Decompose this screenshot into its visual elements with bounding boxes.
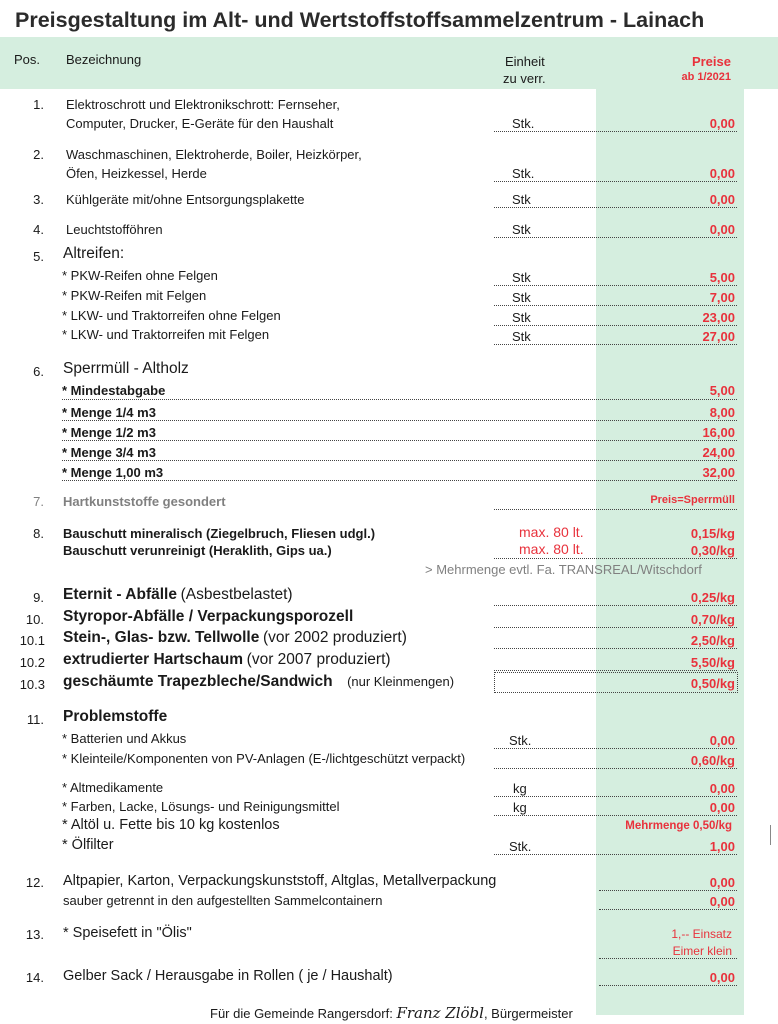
item-5-row-unit: Stk <box>512 290 531 305</box>
pos-4: 4. <box>33 222 44 237</box>
item-10-3-sub: (nur Kleinmengen) <box>347 674 455 689</box>
leader-line <box>494 768 737 769</box>
col-header-bezeichnung: Bezeichnung <box>66 52 142 67</box>
item-11-row-unit: Stk. <box>509 733 532 748</box>
pos-10-2: 10.2 <box>19 655 45 670</box>
pos-1: 1. <box>33 97 44 112</box>
col-header-preise-date: ab 1/2021 <box>681 71 731 83</box>
leader-line <box>494 325 737 326</box>
item-9-price: 0,25/kg <box>690 590 735 605</box>
item-12-line1: Altpapier, Karton, Verpackungskunststoff, Altglas, Metallverpackung <box>63 873 497 889</box>
item-6-row-label: * Menge 1/2 m3 <box>62 425 156 440</box>
item-5-row-unit: Stk <box>512 270 531 285</box>
item-11-row-label: * Altöl u. Fette bis 10 kg kostenlos <box>62 817 280 833</box>
pos-9: 9. <box>33 590 44 605</box>
item-14-label: Gelber Sack / Herausgabe in Rollen ( je / Haushalt) <box>63 968 393 984</box>
item-6-row-price: 16,00 <box>702 425 735 440</box>
leader-line <box>62 440 737 441</box>
pos-7: 7. <box>33 494 44 509</box>
footer <box>210 1004 573 1022</box>
item-10-2-label: extrudierter Hartschaum <box>63 651 244 668</box>
item-5-row-label: * PKW-Reifen mit Felgen <box>62 288 207 303</box>
item-11-row-unit: Stk. <box>509 839 532 854</box>
item-8-line2: Bauschutt verunreinigt (Heraklith, Gips ua.) <box>63 543 332 558</box>
item-13-price2: Eimer klein <box>672 944 732 958</box>
item-7-price: Preis=Sperrmüll <box>650 494 735 506</box>
item-7-label: Hartkunststoffe gesondert <box>63 494 226 509</box>
item-8-line2-unit: max. 80 lt. <box>519 541 584 557</box>
col-header-pos: Pos. <box>14 52 41 67</box>
item-11-row-label: * Ölfilter <box>62 837 114 853</box>
item-2-unit: Stk. <box>512 166 535 181</box>
leader-line <box>494 670 737 671</box>
pos-13: 13. <box>25 927 44 942</box>
signature: Franz Zlöbl <box>396 1004 484 1022</box>
item-11-row-label: * Farben, Lacke, Lösungs- und Reinigungsmittel <box>62 799 340 814</box>
item-1-price: 0,00 <box>709 116 735 131</box>
item-11-row-price: 1,00 <box>709 839 735 854</box>
item-1-unit: Stk. <box>512 116 535 131</box>
edge-mark <box>770 825 778 845</box>
item-9-label: Eternit - Abfälle <box>63 586 177 603</box>
item-1-line1: Elektroschrott und Elektronikschrott: Fernseher, <box>66 97 340 112</box>
leader-line <box>494 854 737 855</box>
pos-5: 5. <box>33 249 44 264</box>
item-14-price: 0,00 <box>709 970 735 985</box>
item-12-line2: sauber getrennt in den aufgestellten Sammelcontainern <box>63 893 383 908</box>
pos-11: 11. <box>26 712 44 727</box>
item-11-row-label: * Altmedikamente <box>62 780 164 795</box>
leader-line <box>599 958 737 959</box>
leader-line <box>62 420 737 421</box>
item-5-row-price: 27,00 <box>702 329 735 344</box>
leader-line <box>62 399 737 400</box>
item-10-3-label: geschäumte Trapezbleche/Sandwich <box>63 673 333 690</box>
item-6-row-label: * Menge 1,00 m3 <box>62 465 164 480</box>
item-5-row-price: 7,00 <box>709 290 735 305</box>
item-13-price1: 1,-- Einsatz <box>671 927 732 941</box>
leader-line <box>494 605 737 606</box>
leader-line <box>494 815 737 816</box>
item-4-unit: Stk <box>512 222 531 237</box>
item-4-price: 0,00 <box>709 222 735 237</box>
item-1-line2: Computer, Drucker, E-Geräte für den Haushalt <box>66 116 334 131</box>
item-5-row-label: * PKW-Reifen ohne Felgen <box>62 268 218 283</box>
item-11-row-unit: kg <box>513 781 527 796</box>
item-4-label: Leuchtstofföhren <box>66 222 163 237</box>
item-11-row-price: 0,00 <box>709 733 735 748</box>
item-8-line2-price: 0,30/kg <box>690 543 735 558</box>
item-6-row-label: * Mindestabgabe <box>62 383 166 398</box>
pos-3: 3. <box>33 192 44 207</box>
item-3-unit: Stk <box>512 192 531 207</box>
item-10-1-label: Stein-, Glas- bzw. Tellwolle <box>63 629 260 646</box>
leader-line <box>494 344 737 345</box>
item-10-3-price: 0,50/kg <box>690 676 735 691</box>
item-5-row-unit: Stk <box>512 329 531 344</box>
item-6-row-label: * Menge 1/4 m3 <box>62 405 156 420</box>
pos-10-1: 10.1 <box>19 633 45 648</box>
item-2-line2: Öfen, Heizkessel, Herde <box>66 166 207 181</box>
item-3-price: 0,00 <box>709 192 735 207</box>
leader-line <box>494 558 737 559</box>
item-10-2-price: 5,50/kg <box>690 655 735 670</box>
leader-line <box>494 305 737 306</box>
leader-line <box>494 285 737 286</box>
pos-12: 12. <box>25 875 44 890</box>
item-5-row-unit: Stk <box>512 310 531 325</box>
pos-2: 2. <box>33 147 44 162</box>
item-12-line1-price: 0,00 <box>709 875 735 890</box>
leader-line <box>494 237 737 238</box>
item-8-line1: Bauschutt mineralisch (Ziegelbruch, Fliesen udgl.) <box>63 526 376 541</box>
page-title: Preisgestaltung im Alt- und Wertstoffstoffsammelzentrum - Lainach <box>15 8 705 32</box>
item-2-price: 0,00 <box>709 166 735 181</box>
leader-line <box>494 181 737 182</box>
item-6-heading: Sperrmüll - Altholz <box>63 360 189 377</box>
item-10-1-price: 2,50/kg <box>690 633 735 648</box>
item-5-row-label: * LKW- und Traktorreifen ohne Felgen <box>62 308 281 323</box>
item-6-row-price: 5,00 <box>709 383 735 398</box>
leader-line <box>494 748 737 749</box>
pos-8: 8. <box>33 526 44 541</box>
item-13-label: * Speisefett in "Ölis" <box>63 925 192 941</box>
item-12-line2-price: 0,00 <box>709 894 735 909</box>
leader-line <box>62 480 737 481</box>
item-5-row-price: 5,00 <box>709 270 735 285</box>
item-10-price: 0,70/kg <box>690 612 735 627</box>
item-10-2-sub: (vor 2007 produziert) <box>246 651 391 668</box>
pos-10: 10. <box>25 612 44 627</box>
item-10-label: Styropor-Abfälle / Verpackungsporozell <box>63 608 354 625</box>
pos-6: 6. <box>33 364 44 379</box>
item-11-row-price: 0,60/kg <box>690 753 735 768</box>
leader-line <box>494 648 737 649</box>
item-11-row-price: Mehrmenge 0,50/kg <box>625 820 732 832</box>
item-9-sub: (Asbestbelastet) <box>180 586 293 603</box>
item-3-label: Kühlgeräte mit/ohne Entsorgungsplakette <box>66 192 305 207</box>
pos-14: 14. <box>25 970 44 985</box>
leader-line <box>62 460 737 461</box>
item-10-1-sub: (vor 2002 produziert) <box>263 629 407 646</box>
leader-line <box>494 207 737 208</box>
item-11-row-label: * Batterien und Akkus <box>62 731 187 746</box>
item-11-row-unit: kg <box>513 800 527 815</box>
item-5-row-price: 23,00 <box>702 310 735 325</box>
leader-line <box>494 627 737 628</box>
item-2-line1: Waschmaschinen, Elektroherde, Boiler, Heizkörper, <box>66 147 362 162</box>
leader-line <box>494 796 737 797</box>
col-header-einheit-sub: zu verr. <box>503 71 546 86</box>
leader-line <box>599 890 737 891</box>
item-11-row-label: * Kleinteile/Komponenten von PV-Anlagen (E-/lichtgeschützt verpackt) <box>62 751 466 766</box>
col-header-einheit: Einheit <box>505 54 545 69</box>
leader-line <box>599 985 737 986</box>
leader-line <box>494 131 737 132</box>
item-6-row-price: 32,00 <box>702 465 735 480</box>
col-header-preise: Preise <box>691 54 731 69</box>
leader-line <box>599 909 737 910</box>
item-5-heading: Altreifen: <box>63 245 125 262</box>
item-8-line1-price: 0,15/kg <box>690 526 735 541</box>
item-8-note: > Mehrmenge evtl. Fa. TRANSREAL/Witschdorf <box>425 562 702 577</box>
footer-text: Für die Gemeinde Rangersdorf: <box>210 1006 393 1021</box>
item-6-row-price: 8,00 <box>709 405 735 420</box>
item-11-row-price: 0,00 <box>709 800 735 815</box>
item-11-row-price: 0,00 <box>709 781 735 796</box>
pos-10-3: 10.3 <box>19 677 45 692</box>
leader-line <box>494 509 737 510</box>
footer-suffix: , Bürgermeister <box>483 1006 573 1021</box>
item-5-row-label: * LKW- und Traktorreifen mit Felgen <box>62 327 270 342</box>
item-6-row-price: 24,00 <box>702 445 735 460</box>
item-6-row-label: * Menge 3/4 m3 <box>62 445 156 460</box>
item-11-heading: Problemstoffe <box>63 708 168 725</box>
item-8-line1-unit: max. 80 lt. <box>519 524 584 540</box>
